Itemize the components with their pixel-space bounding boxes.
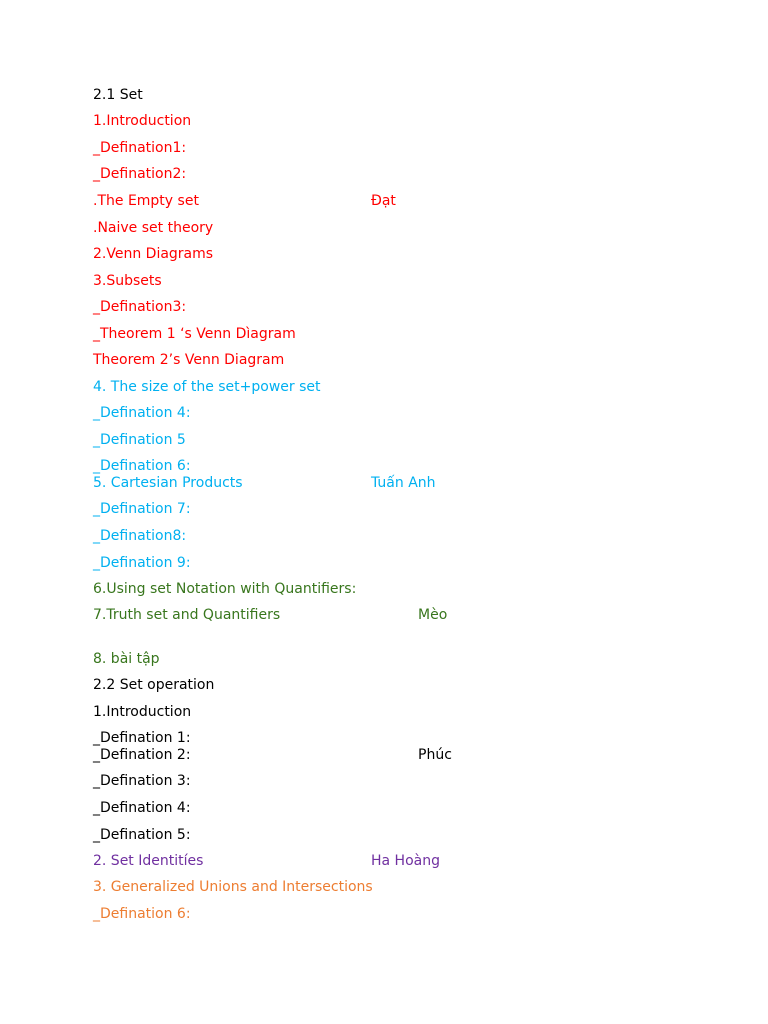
list-item: .Naive set theory bbox=[93, 220, 214, 236]
list-item: _Defination2: bbox=[93, 166, 187, 182]
list-item: 1.Introduction bbox=[93, 113, 192, 129]
list-item: 5. Cartesian Products bbox=[93, 475, 243, 491]
list-item: _Defination 4: bbox=[93, 800, 191, 816]
list-item: _Defination 6: bbox=[93, 458, 191, 474]
section-heading: 2.1 Set bbox=[93, 87, 143, 103]
list-item: 6.Using set Notation with Quantifiers: bbox=[93, 581, 357, 597]
list-item: _Defination 5: bbox=[93, 827, 191, 843]
list-item: _Defination 9: bbox=[93, 555, 191, 571]
assignee-name: Phúc bbox=[418, 747, 452, 763]
list-item: _Defination 2: bbox=[93, 747, 191, 763]
list-item: 8. bài tập bbox=[93, 651, 160, 667]
list-item: 7.Truth set and Quantifiers bbox=[93, 607, 281, 623]
list-item: 3. Generalized Unions and Intersections bbox=[93, 879, 373, 895]
list-item: _Theorem 1 ‘s Venn Dìagram bbox=[93, 326, 296, 342]
list-item: _Defination 7: bbox=[93, 501, 191, 517]
list-item: Theorem 2’s Venn Diagram bbox=[93, 352, 285, 368]
list-item: _Defination 4: bbox=[93, 405, 191, 421]
list-item: _Defination 5 bbox=[93, 432, 186, 448]
list-item: .The Empty set bbox=[93, 193, 199, 209]
section-heading: 2.2 Set operation bbox=[93, 677, 215, 693]
assignee-name: Ha Hoàng bbox=[371, 853, 440, 869]
list-item: 4. The size of the set+power set bbox=[93, 379, 321, 395]
list-item: _Defination 1: bbox=[93, 730, 191, 746]
assignee-name: Tuấn Anh bbox=[371, 475, 436, 491]
list-item: 1.Introduction bbox=[93, 704, 192, 720]
list-item: 2.Venn Diagrams bbox=[93, 246, 214, 262]
list-item: _Defination 3: bbox=[93, 773, 191, 789]
assignee-name: Mèo bbox=[418, 607, 448, 623]
list-item: _Defination3: bbox=[93, 299, 187, 315]
list-item: 3.Subsets bbox=[93, 273, 162, 289]
list-item: _Defination8: bbox=[93, 528, 187, 544]
list-item: _Defination1: bbox=[93, 140, 187, 156]
list-item: _Defination 6: bbox=[93, 906, 191, 922]
list-item: 2. Set Identitíes bbox=[93, 853, 204, 869]
assignee-name: Đạt bbox=[371, 193, 396, 209]
